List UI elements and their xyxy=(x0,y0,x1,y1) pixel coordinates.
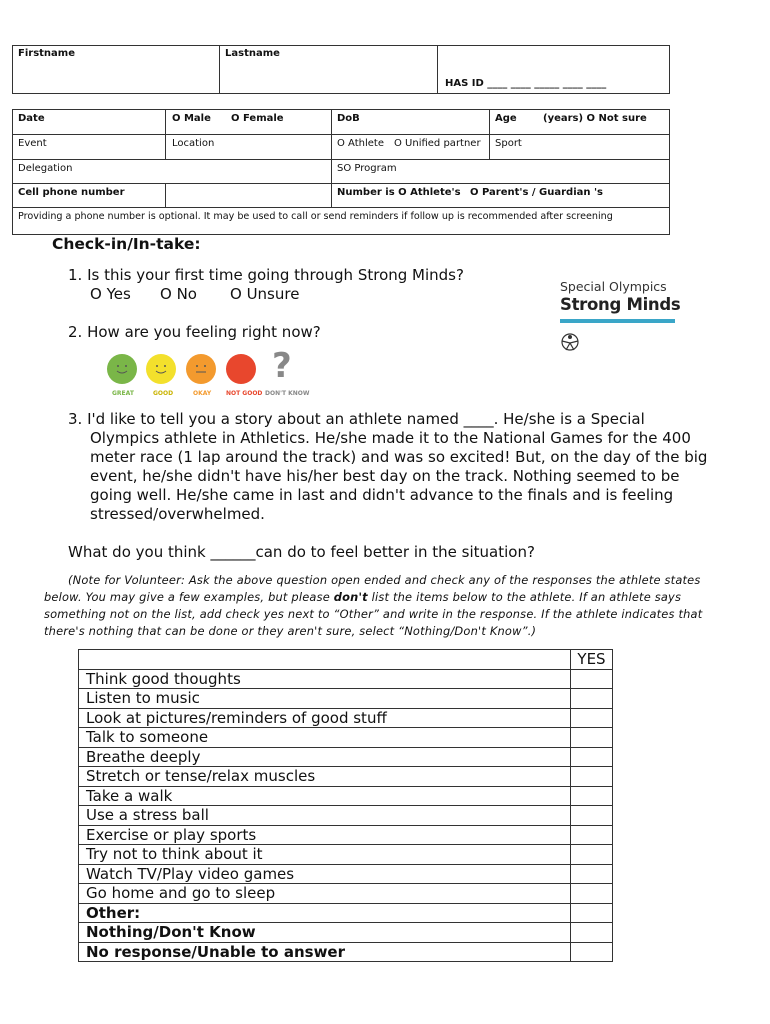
not-good-label: NOT GOOD xyxy=(226,390,263,397)
table-row xyxy=(79,884,613,904)
parent-guardian-radio[interactable]: O Parent's / Guardian 's xyxy=(470,187,603,198)
dont-know-label: DON'T KNOW xyxy=(265,390,310,397)
yes-checkbox-cell[interactable] xyxy=(571,825,613,845)
response-label: Think good thoughts xyxy=(79,669,571,689)
response-label: Listen to music xyxy=(79,689,571,709)
response-label: No response/Unable to answer xyxy=(79,942,571,962)
logo-underline xyxy=(560,319,675,323)
divider xyxy=(12,207,670,208)
response-label: Breathe deeply xyxy=(79,747,571,767)
cell-phone-label: Cell phone number xyxy=(18,187,125,198)
responses-table xyxy=(78,649,613,962)
question-1: 1. Is this your first time going through Strong Minds? xyxy=(68,266,464,284)
number-is-athlete[interactable]: Number is O Athlete's xyxy=(337,187,461,198)
yes-checkbox-cell[interactable] xyxy=(571,942,613,962)
logo-line2: Strong Minds xyxy=(560,295,681,314)
response-label: Stretch or tense/relax muscles xyxy=(79,767,571,787)
yes-checkbox-cell[interactable] xyxy=(571,728,613,748)
q3-line-5: going well. He/she came in last and didn't advance to the finals and is feeling xyxy=(90,486,674,504)
okay-label: OKAY xyxy=(193,390,212,397)
firstname-field[interactable] xyxy=(13,62,218,92)
note-part-2: list the items below to the athlete. If an athlete says something not on the list, add check yes next to “Other” and write in the response. If the athlete indicates that there's nothing that can be done or they aren't sure, select “Nothing/Don't Know”.) xyxy=(44,590,703,638)
unified-partner-radio[interactable]: O Unified partner xyxy=(394,138,481,149)
face-features xyxy=(107,354,257,384)
response-label: Talk to someone xyxy=(79,728,571,748)
q3-line-3: meter race (1 lap around the track) and was so excited! But, on the day of the big xyxy=(90,448,708,466)
response-label: Watch TV/Play video games xyxy=(79,864,571,884)
phone-note: Providing a phone number is optional. It may be used to call or send reminders if follow up is recommended after screening xyxy=(18,211,613,222)
table-header-blank xyxy=(79,650,571,670)
athlete-radio[interactable]: O Athlete xyxy=(337,138,384,149)
table-row xyxy=(79,903,613,923)
table-row xyxy=(79,864,613,884)
date-label: Date xyxy=(18,113,45,124)
yes-checkbox-cell[interactable] xyxy=(571,864,613,884)
table-row xyxy=(79,767,613,787)
yes-checkbox-cell[interactable] xyxy=(571,884,613,904)
event-label: Event xyxy=(18,138,47,149)
table-row xyxy=(79,845,613,865)
table-row xyxy=(79,923,613,943)
volunteer-note xyxy=(44,572,714,640)
great-label: GREAT xyxy=(112,390,134,397)
yes-checkbox-cell[interactable] xyxy=(571,923,613,943)
divider xyxy=(437,45,438,94)
question-2: 2. How are you feeling right now? xyxy=(68,323,321,341)
age-not-sure[interactable]: (years) O Not sure xyxy=(543,113,647,124)
dont-know-icon[interactable]: ? xyxy=(272,346,292,386)
lastname-field[interactable] xyxy=(220,62,436,92)
male-radio[interactable]: O Male xyxy=(172,113,211,124)
section-title: Check-in/In-take: xyxy=(52,235,201,253)
yes-checkbox-cell[interactable] xyxy=(571,767,613,787)
yes-checkbox-cell[interactable] xyxy=(571,786,613,806)
yes-checkbox-cell[interactable] xyxy=(571,806,613,826)
delegation-label: Delegation xyxy=(18,163,73,174)
q3-line-1: 3. I'd like to tell you a story about an athlete named ____. He/she is a Special xyxy=(68,410,645,428)
q1-no-option[interactable]: O No xyxy=(160,285,197,303)
special-olympics-symbol-icon xyxy=(558,331,582,353)
response-label: Look at pictures/reminders of good stuff xyxy=(79,708,571,728)
yes-checkbox-cell[interactable] xyxy=(571,845,613,865)
table-row xyxy=(79,708,613,728)
dob-label: DoB xyxy=(337,113,360,124)
q1-unsure-option[interactable]: O Unsure xyxy=(230,285,300,303)
note-part-1: (Note for Volunteer: Ask the above question open ended and check any of the responses the athlete states below. You may give a few examples, but please xyxy=(44,573,701,604)
q3-line-6: stressed/overwhelmed. xyxy=(90,505,265,523)
good-label: GOOD xyxy=(153,390,174,397)
table-row xyxy=(79,747,613,767)
q3-line-4: event, he/she didn't have his/her best day on the track. Nothing seemed to be xyxy=(90,467,680,485)
table-row xyxy=(79,786,613,806)
cell-phone-field[interactable] xyxy=(166,184,330,206)
response-label: Exercise or play sports xyxy=(79,825,571,845)
table-header-row xyxy=(79,650,613,670)
yes-checkbox-cell[interactable] xyxy=(571,689,613,709)
table-row xyxy=(79,942,613,962)
table-row xyxy=(79,689,613,709)
response-label: Go home and go to sleep xyxy=(79,884,571,904)
table-row xyxy=(79,728,613,748)
logo-line1: Special Olympics xyxy=(560,279,667,294)
yes-checkbox-cell[interactable] xyxy=(571,708,613,728)
response-label: Use a stress ball xyxy=(79,806,571,826)
firstname-label: Firstname xyxy=(18,48,75,59)
divider xyxy=(12,134,670,135)
location-label: Location xyxy=(172,138,215,149)
yes-checkbox-cell[interactable] xyxy=(571,903,613,923)
yes-checkbox-cell[interactable] xyxy=(571,747,613,767)
divider xyxy=(331,109,332,207)
has-id-label: HAS ID ____ ____ _____ ____ ____ xyxy=(445,78,607,89)
sport-label: Sport xyxy=(495,138,522,149)
divider xyxy=(12,183,670,184)
divider xyxy=(12,159,670,160)
table-row xyxy=(79,669,613,689)
strong-minds-logo xyxy=(558,279,681,357)
note-emphasis: don't xyxy=(333,590,368,604)
q3-line-2: Olympics athlete in Athletics. He/she made it to the National Games for the 400 xyxy=(90,429,691,447)
divider xyxy=(489,109,490,159)
response-label: Take a walk xyxy=(79,786,571,806)
lastname-label: Lastname xyxy=(225,48,280,59)
so-program-label: SO Program xyxy=(337,163,397,174)
female-radio[interactable]: O Female xyxy=(231,113,284,124)
response-label: Try not to think about it xyxy=(79,845,571,865)
yes-header: YES xyxy=(571,650,613,670)
divider xyxy=(165,109,166,159)
q1-yes-option[interactable]: O Yes xyxy=(90,285,131,303)
age-label: Age xyxy=(495,113,517,124)
yes-checkbox-cell[interactable] xyxy=(571,669,613,689)
table-row xyxy=(79,825,613,845)
response-label: Other: xyxy=(79,903,571,923)
table-row xyxy=(79,806,613,826)
response-label: Nothing/Don't Know xyxy=(79,923,571,943)
follow-up-question: What do you think ______can do to feel better in the situation? xyxy=(68,543,535,561)
